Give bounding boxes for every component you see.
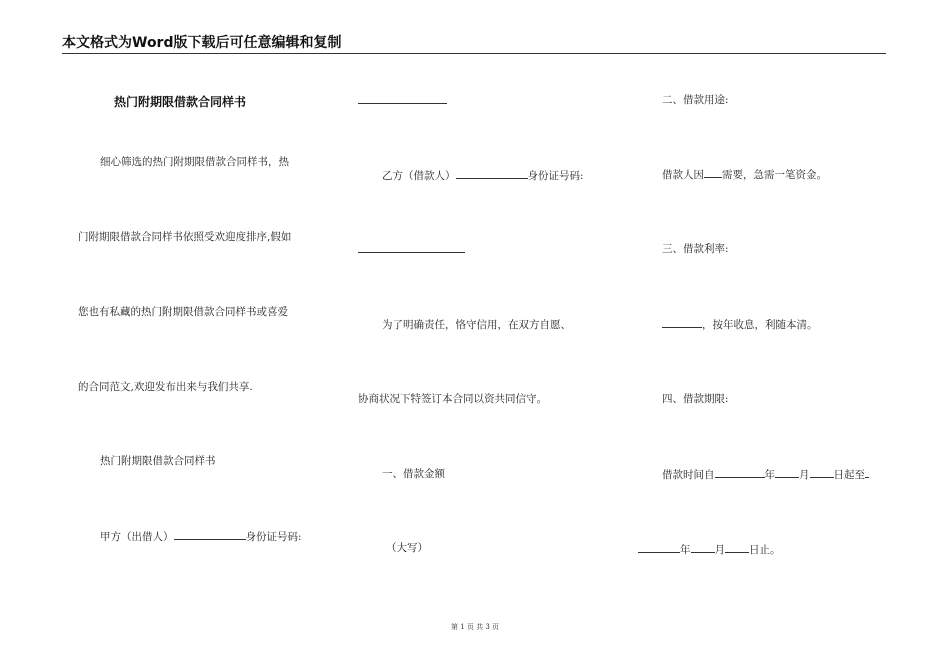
- purpose-of-loan-line: [662, 167, 827, 182]
- document-header-banner: 本文格式为Word版下载后可任意编辑和复制: [62, 35, 342, 51]
- section-1-heading: 一、借款金额: [382, 468, 445, 480]
- interest-rate-line: [662, 317, 818, 332]
- intro-line-4: 的合同范文,欢迎发布出来与我们共享.: [78, 381, 253, 393]
- party-b-blank: [456, 168, 528, 179]
- use-text: 需要，急需一笔资金。: [722, 169, 827, 181]
- party-b-id-blank: [358, 252, 465, 253]
- party-b-line: [382, 168, 584, 183]
- start-year-blank: [715, 467, 765, 478]
- page-number: 第 1 页 共 3 页: [450, 623, 500, 631]
- party-b-label: 乙方（借款人）: [382, 170, 456, 182]
- section-4-heading: 四、借款期限:: [662, 393, 729, 405]
- amount-in-words-label: （大写）: [386, 542, 428, 554]
- party-a-id-label: 身份证号码:: [245, 531, 302, 543]
- document-title: 热门附期限借款合同样书: [114, 95, 247, 109]
- intro-line-2: 门附期限借款合同样书依照受欢迎度排序,假如: [78, 231, 292, 243]
- loan-term-start-line: [662, 467, 869, 482]
- intro-line-1: 细心筛选的热门附期限借款合同样书，热: [100, 156, 289, 168]
- rate-blank: [662, 317, 702, 328]
- end-month-label: 月: [714, 544, 725, 556]
- month-label: 月: [799, 469, 810, 481]
- party-a-blank: [174, 529, 246, 540]
- party-b-id-label: 身份证号码:: [527, 170, 584, 182]
- loan-term-end-line: [638, 542, 781, 557]
- use-label: 借款人因: [662, 169, 704, 181]
- start-day-blank: [810, 467, 834, 478]
- rate-text: ，按年收息，利随本清。: [702, 319, 818, 331]
- party-a-line: [100, 529, 302, 544]
- use-blank: [704, 167, 722, 178]
- end-month-blank: [691, 542, 715, 553]
- purpose-line-2: 协商状况下特签订本合同以资共同信守。: [358, 393, 547, 405]
- day-from-label: 日起至: [833, 469, 865, 481]
- purpose-line-1: 为了明确责任，恪守信用，在双方自愿、: [382, 319, 571, 331]
- section-2-heading: 二、借款用途:: [662, 94, 729, 106]
- trailing-blank: [865, 467, 869, 478]
- term-start-label: 借款时间自: [662, 469, 715, 481]
- header-divider: [62, 53, 886, 54]
- party-a-label: 甲方（出借人）: [100, 531, 174, 543]
- end-day-label: 日止。: [749, 544, 781, 556]
- end-day-blank: [725, 542, 749, 553]
- end-year-label: 年: [680, 544, 691, 556]
- blank-line-top: [358, 103, 447, 104]
- intro-line-3: 您也有私藏的热门附期限借款合同样书或喜爱: [78, 306, 288, 318]
- year-label: 年: [764, 469, 775, 481]
- section-subtitle: 热门附期限借款合同样书: [100, 455, 216, 467]
- section-3-heading: 三、借款利率:: [662, 243, 729, 255]
- end-year-blank: [638, 542, 680, 553]
- start-month-blank: [775, 467, 799, 478]
